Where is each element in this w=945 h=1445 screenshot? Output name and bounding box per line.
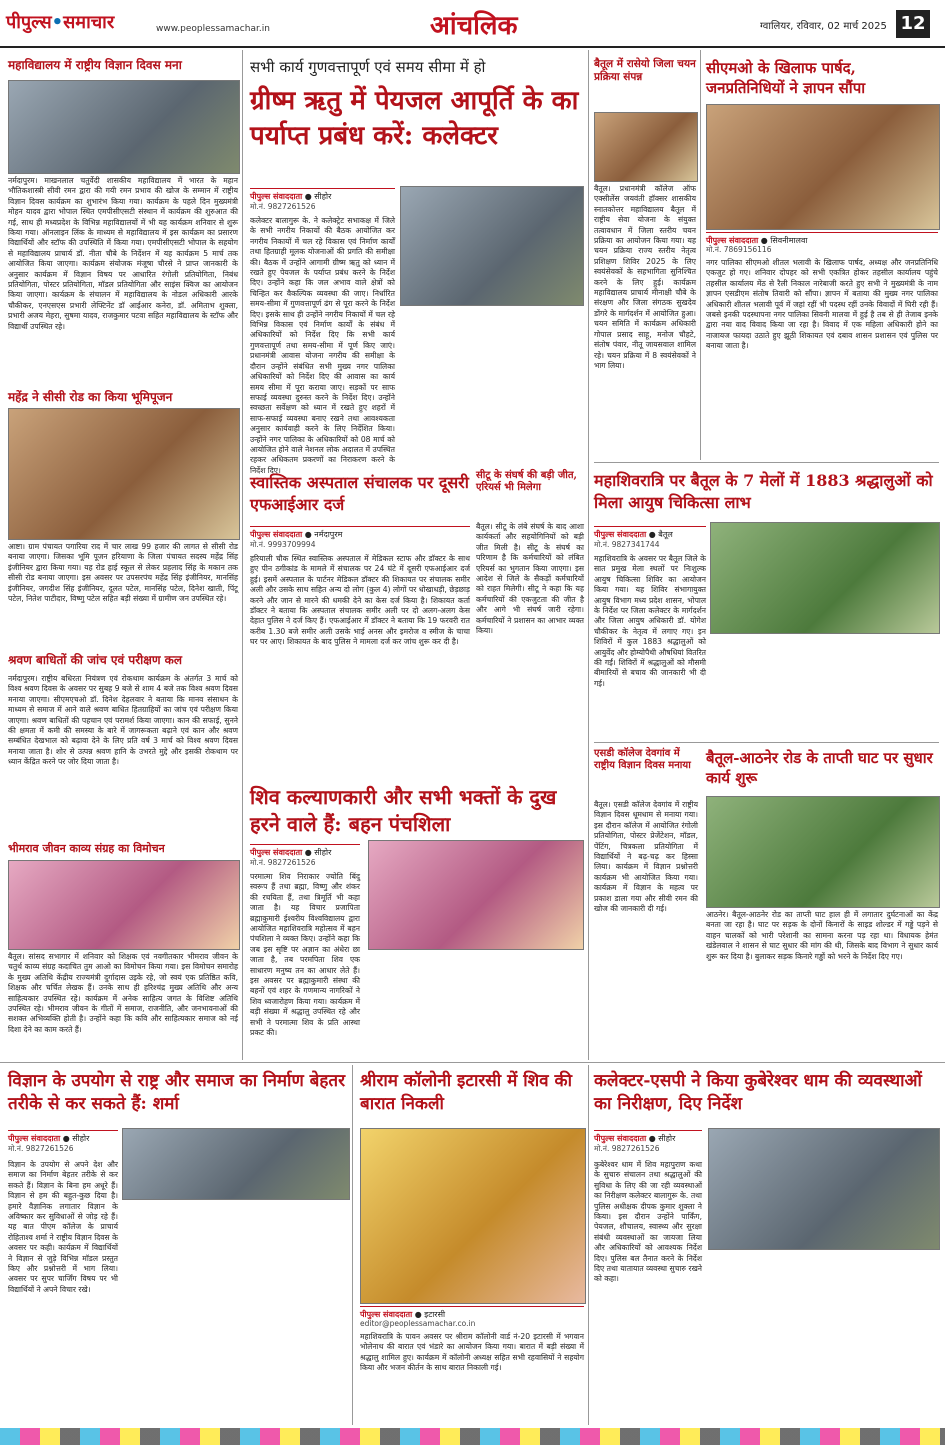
story-headline: एसडी कॉलेज देवगांव में राष्ट्रीय विज्ञान दिवस मनाया <box>594 748 691 771</box>
byline: पीपुल्स संवाददाता ● सीहोर <box>594 1130 702 1144</box>
story-text: महाशिवरात्रि के पावन अवसर पर श्रीराम कॉलोनी वार्ड नं-20 इटारसी में भगवान भोलेनाथ की बारात एवं भंडारे का आयोजन किया गया। बारात में बड़ी संख्या में श्रद्धालु शामिल हुए। कार्यक्रम में कॉलोनी अध्यक्ष सहित सभी रहवासियों ने सहयोग किया और भजन कीर्तन के साथ बारात निकाली गई। <box>360 1332 584 1373</box>
story-text: नगर पालिका सीएमओ शीतल भलावी के खिलाफ पार्षद, अध्यक्ष और जनप्रतिनिधि एकजुट हो गए। शनिवार दोपहर को सभी एकत्रित होकर तहसील कार्यालय पहुंचे तहसील कार्यालय मेंठ से रैली निकाल नारेबाजी करते हुए सभी ने मुख्यमंत्री के नाम ज्ञापन एसडीएम संतोष तिवारी को सौंपा। ज्ञापन में बताया की मुख्य नगर पालिका अधिकारी शीतल भलावी पूर्व में जहां रहीं भी पदस्थ रहीं उनके विवादों में घिरी रही हैं। जबसे इनकी पदस्थापना नगर पालिका सिवनी मालवा में हुई है तब से ही तेजाब इनके द्वारा नया वाद विवाद किया जा रहा है। विवाद में एक महिला अधिकारी होने का नाजायज फायदा उठाते हुए झूठी शिकायत एवं दबाव शासन प्रशासन एवं पुलिस पर बनाया जाता है। <box>706 258 938 351</box>
byline-reporter: पीपुल्स संवाददाता <box>250 530 303 539</box>
dateline: ग्वालियर, रविवार, 02 मार्च 2025 <box>760 21 887 32</box>
story-text: महाशिवरात्रि के अवसर पर बैतूल जिले के सात प्रमुख मेला स्थलों पर निःशुल्क आयुष चिकित्सा शिविर का आयोजन किया गया। यह शिविर संभागायुक्त आयुष विभाग मध्य प्रदेश शासन, भोपाल के निर्देश पर जिला कलेक्टर के मार्गदर्शन और जिला आयुष अधिकारी डॉ. योगेश चौकीकर के नेतृत्व में लगाए गए। इन शिविरों में कुल 1883 श्रद्धालुओं को आयुर्वेद और होम्योपैथी औषधियां वितरित की गईं। शिविरों में श्रद्धालुओं को मौसमी बीमारियों से बचाव की जानकारी भी दी गई। <box>594 554 707 688</box>
story-photo <box>8 860 240 950</box>
column-rule <box>242 50 243 1060</box>
column-rule <box>352 1065 353 1425</box>
byline-reporter: पीपुल्स संवाददाता <box>250 848 303 857</box>
byline-place: सीहोर <box>314 192 332 201</box>
story-photo <box>368 840 584 950</box>
mobile-number: मो.नं. 7869156116 <box>706 245 772 254</box>
byline-place: नर्मदापुरम <box>314 530 343 539</box>
story-photo <box>594 112 698 182</box>
row-rule <box>594 462 939 463</box>
byline-reporter: पीपुल्स संवाददाता <box>594 1134 647 1143</box>
story-text: परमात्मा शिव निराकार ज्योति बिंदु स्वरूप हैं तथा ब्रह्मा, विष्णु और शंकर की रचयिता हैं, तथा त्रिमूर्ति भी कहा जाता है। यह विचार प्रजापिता ब्रह्माकुमारी ईश्वरीय विश्वविद्यालय द्वारा आयोजित महाशिवरात्रि महोत्सव में बहन पंचशिला ने व्यक्त किए। उन्होंने कहा कि जब इस सृष्टि पर अज्ञान का अंधेरा छा जाता है, तब परमपिता शिव एक साधारण मनुष्य तन का आधार लेते हैं। इस अवसर पर ब्रह्माकुमारी संस्था की बहनों एवं शहर के गणमान्य नागरिकों ने शिव ध्वजारोहण किया गया। कार्यक्रम में बड़ी संख्या में श्रद्धालु उपस्थित रहे और सभी ने परमात्मा शिव के प्रति आस्था प्रकट की। <box>250 872 360 1038</box>
byline-place: सीहोर <box>72 1134 90 1143</box>
story-headline: बैतूल-आठनेर रोड के ताप्ती घाट पर सुधार कार्य शुरू <box>706 749 933 788</box>
byline: पीपुल्स संवाददाता ● सीहोर <box>8 1130 118 1144</box>
row-rule <box>0 1062 945 1063</box>
story-headline: श्रीराम कॉलोनी इटारसी में शिव की बारात निकली <box>360 1071 572 1114</box>
byline-place: बैतूल <box>658 530 673 539</box>
mobile-number: मो.नं. 9827261526 <box>250 858 316 867</box>
mobile-number: मो.नं. 9827261526 <box>8 1144 74 1153</box>
brand-right: समाचार <box>63 12 115 33</box>
byline: पीपुल्स संवाददाता ● बैतूल <box>594 526 706 540</box>
mobile-number: मो.नं. 9827341744 <box>594 540 660 549</box>
story-headline: भीमराव जीवन काव्य संग्रह का विमोचन <box>8 842 165 855</box>
row-rule <box>594 742 939 743</box>
brand-left: पीपुल्स <box>6 12 52 33</box>
story-photo <box>706 796 940 908</box>
story-headline: स्वास्तिक अस्पताल संचालक पर दूसरी एफआईआर दर्ज <box>250 473 469 514</box>
story-photo <box>710 522 940 634</box>
story-text: नर्मदापुरम। राष्ट्रीय बधिरता नियंत्रण एवं रोकथाम कार्यक्रम के अंतर्गत 3 मार्च को विश्व श्रवण दिवस के अवसर पर सुबह 9 बजे से शाम 4 बजे तक विश्व श्रवण दिवस मनाया जाएगा। सीएमएचओ डॉ. दिनेश देहलवार ने बताया कि मानव संसाधन के माध्यम से समाज में आने वाले श्रवण बाधित हितग्राहियों का जांच एवं परीक्षण किया जाएगा। श्रवण बाधितों की पहचान एवं परामर्श किया जाएगा। कान की सफाई, सुनने की क्षमता में कमी की समस्या के बारे में जागरूकता बढ़ाने एवं कान और श्रवण सम्बंधित देखभाल को बढ़ावा देने के लिए प्रति वर्ष 3 मार्च को विश्व श्रवण दिवस मनाया जाता है। शोर से उत्पन्न श्रवण हानि के उभरते मुद्दे और इसकी रोकथाम पर ध्यान केंद्रित करने पर जोर दिया जाता है। <box>8 674 238 767</box>
column-rule <box>588 1065 589 1425</box>
story-text: बैतूल। एसडी कॉलेज देवगांव में राष्ट्रीय विज्ञान दिवस धूमधाम से मनाया गया। इस दौरान कॉलेज में आयोजित रंगोली प्रतियोगिता, पोस्टर प्रेजेंटेशन, मॉडल, पेंटिंग, चित्रकला प्रतियोगिता में विद्यार्थियों ने बढ़-चढ़ कर हिस्सा लिया। कार्यक्रम में विज्ञान प्रश्नोत्तरी कार्यक्रम भी आयोजित किया गया। कार्यक्रम में विज्ञान के महत्व पर प्रकाश डाला गया और सीवी रमन की खोज की जानकारी दी गई। <box>594 800 698 914</box>
story-text: हरियाली चौक स्थित स्वास्तिक अस्पताल में मेडिकल स्टाफ और डॉक्टर के साथ हुए पीन ठगीकांड के मामले में संचालक पर 24 घंटे में दूसरी एफआईआर दर्ज हुई। इसमें अस्पताल के पार्टनर मेडिकल डॉक्टर की शिकायत पर संचालक समीर अली और उसके साथ सहित अन्य दो लोग (कुल 4) लोगों पर धोखाधड़ी, छेड़छाड़ करने और जान से मारने की धमकी देने का केस दर्ज किया है। शिकायत कर्ता डॉक्टर ने बताया कि अस्पताल संचालक समीर अली पर दो अलग-अलग केस देहात पुलिस ने दर्ज किए हैं। एफआईआर में डॉक्टर ने बताया कि 19 फरवरी रात करीब 1.30 बजे समीर अली उसके भाई अनस और इमरोज व स्मीज के चाचा घर पर आए। शिकायत के बाद पुलिस ने मामला दर्ज कर जांच शुरू कर दी है। <box>250 554 470 647</box>
story-text: विज्ञान के उपयोग से अपने देश और समाज का निर्माण बेहतर तरीके से कर सकते हैं। विज्ञान के बिना हम अधूरे हैं। विज्ञान से हम की बहुत-कुछ दिया है। हमारे वैज्ञानिक लगातार विज्ञान के अविष्कार कर सुविधाओं से जोड़ रहे हैं। यह बात पीएम कॉलेज के प्राचार्य रोहिताश्व शर्मा ने राष्ट्रीय विज्ञान दिवस के अवसर पर कही। कार्यक्रम में विद्यार्थियों ने विज्ञान से जुड़े विभिन्न मॉडल प्रस्तुत किए और प्रश्नोत्तरी में भाग लिया। अवसर पर सुपर चार्जिंग विषय पर भी विद्यार्थियों ने अपने विचार रखे। <box>8 1160 118 1294</box>
email-address[interactable]: editor@peoplessamachar.co.in <box>360 1319 476 1328</box>
column-rule <box>700 50 701 460</box>
byline: पीपुल्स संवाददाता ● सीहोर <box>250 188 395 202</box>
story-text: कलेक्टर बालागुरू के. ने कलेक्ट्रेट सभाकक्ष में जिले के सभी नगरीय निकायों की बैठक आयोजित कर नगरीय निकायों में चल रहे विकास एवं निर्माण कार्यों तथा हितग्राही मूलक योजनाओं की प्रगति की समीक्षा की। बैठक में उन्होंने आगामी ग्रीष्म ऋतु को ध्यान में रखते हुए पेयजल के पर्याप्त प्रबंध करने के निर्देश दिए। उन्होंने कहा कि जल अभाव वाले क्षेत्रों को चिन्हित कर वैकल्पिक व्यवस्था की जाए। निर्धारित समय-सीमा में गुणवत्तापूर्ण ढंग से पूरा करने के निर्देश दिए। इसके साथ ही उन्होंने नगरीय निकायों में चल रहे विभिन्न विकास एवं निर्माण कार्यों के संबंध में अधिकारियों को निर्देश दिए कि सभी कार्य गुणवत्तापूर्ण तथा समय-सीमा में पूर्ण किए जाएं। प्रधानमंत्री आवास योजना नगरीय की समीक्षा के दौरान उन्होंने संबंधित सभी मुख्य नगर पालिका अधिकारियों को निर्देश दिए की आवास का कार्य समय सीमा में पूरा कराया जाए। सड़कों पर साफ सफाई व्यवस्था दुरुस्त करने के निर्देश दिए। उन्होंने स्वच्छता सर्वेक्षण को ध्यान में रखते हुए शहरों में साफ-सफाई व्यवस्था बनाए रखने तथा आवश्यकता अनुसार कार्यवाही करने के लिए निर्देशित किया। उन्होंने नगर पालिका के अधिकारियों को 08 मार्च को आयोजित होने वाले नेशनल लोक अदालत में उपस्थित रहकर अधिकतम प्रकरणों का निराकरण करने के निर्देश दिए। <box>250 216 395 475</box>
story-text: बैतूल। प्रधानमंत्री कॉलेज ऑफ एक्सीलेंस जयवंती हॉक्सर शासकीय स्नातकोत्तर महाविद्यालय बैतूल में राष्ट्रीय सेवा योजना के संयुक्त तत्वावधान में जिला स्तरीय चयन प्रक्रिया का आयोजन किया गया। यह चयन प्रक्रिया राज्य स्तरीय नेतृत्व प्रशिक्षण शिविर 2025 के लिए स्वयंसेवकों के सहभागिता सुनिश्चित करने के लिए हुई। कार्यक्रम महाविद्यालय प्राचार्य मीनाक्षी चौबे के संरक्षण और जिला संगठक सुखदेव डोंगरे के मार्गदर्शन में आयोजित हुआ। चयन समिति में कार्यक्रम अधिकारी गोपाल प्रसाद साहू, मनोज चौहटे, संतोष पंवार, नीतू जायसवाल शामिल रहे। चयन प्रक्रिया में 8 स्वयंसेवकों ने भाग लिया। <box>594 184 696 370</box>
story-photo <box>706 104 940 230</box>
story-headline: सीएमओ के खिलाफ पार्षद, जनप्रतिनिधियों ने ज्ञापन सौंपा <box>706 59 866 98</box>
story-headline: महाशिवरात्रि पर बैतूल के 7 मेलों में 1883 श्रद्धालुओं को मिला आयुष चिकित्सा लाभ <box>594 471 933 512</box>
byline-place: इटारसी <box>424 1310 446 1319</box>
story-headline: विज्ञान के उपयोग से राष्ट्र और समाज का निर्माण बेहतर तरीके से कर सकते हैं: शर्मा <box>8 1071 346 1114</box>
brand-logo: पीपुल्स•समाचार <box>6 12 115 33</box>
story-photo <box>708 1128 940 1250</box>
byline-place: सीहोर <box>658 1134 676 1143</box>
story-headline: कलेक्टर-एसपी ने किया कुबेरेश्वर धाम की व्यवस्थाओं का निरीक्षण, दिए निर्देश <box>594 1071 922 1114</box>
story-text-continued <box>122 1202 348 1422</box>
story-text: आष्टा। ग्राम पंचायत पगारिया राद में चार लाख 99 हजार की लागत से सीसी रोड बनाया जाएगा। जिसका भूमि पूजन हरियाणा के जिला पंचायत सदस्य महेंद्र सिंह इंजीनियर द्वारा किया गया। यह रोड हाई स्कूल से लेकर प्रहलाद सिंह के मकान तक सीसी रोड बनाया जाएगा। इस अवसर पर उपसरपंच महेंद्र सिंह इंजीनियर, मानसिंह इंजीनियर, जगदीश सिंह इंजीनियर, दूलत पटेल, मानसिंह पटेल, दिनेश खाती, पिंटू पटेल, नितेश पाटीदार, विष्णु पटेल सहित बड़ी संख्या में ग्रामीण जन उपस्थित रहे। <box>8 542 238 604</box>
byline: पीपुल्स संवाददाता ● इटारसी <box>360 1306 584 1320</box>
story-photo <box>122 1128 350 1200</box>
story-headline: श्रवण बाधितों की जांच एवं परीक्षण कल <box>8 653 183 667</box>
page-number: 12 <box>896 10 930 38</box>
byline-place: सीहोर <box>314 848 332 857</box>
mobile-number: मो.नं. 9827261526 <box>594 1144 660 1153</box>
story-photo <box>8 408 240 540</box>
mobile-number: मो.नं. 9827261526 <box>250 202 316 211</box>
section-title: आंचलिक <box>430 11 518 41</box>
story-photo <box>8 80 240 174</box>
mobile-number: मो.नं. 9993709994 <box>250 540 316 549</box>
story-headline: महेंद्र ने सीसी रोड का किया भूमिपूजन <box>8 390 173 404</box>
website[interactable]: www.peoplessamachar.in <box>156 24 270 34</box>
byline-reporter: पीपुल्स संवाददाता <box>706 236 759 245</box>
print-color-bar <box>0 1428 945 1445</box>
byline-place: सिवनीमालवा <box>770 236 808 245</box>
story-text: बैतूल। सांसद सभागार में शनिवार को शिक्षक एवं नवगीतकार भीमराव जीवन के चतुर्थ काव्य संग्रह कदाचित तुम आओ का विमोचन किया गया। इस विमोचन समारोह के मुख्य अतिथि केंद्रीय राज्यमंत्री दुर्गादास उइके रहे, जो स्वयं एक प्रतिष्ठित कवि, शिक्षक और चर्चित लेखक हैं। उनके साथ ही हरिश्चंद्र मुख्य अतिथि और अन्य साहित्यकार उपस्थित रहे। कार्यक्रम में अनेक साहित्य जगत के विशिष्ट अतिथि उपस्थित रहे। भीमराव जीवन के गीतों में समाज, राजनीति, और जनभावनाओं की सशक्त अभिव्यक्ति होती है। उन्होंने कहा कि कवि और साहित्यकार समाज को नई दिशा देने का काम करते हैं। <box>8 952 238 1034</box>
column-rule <box>588 50 589 1060</box>
byline: पीपुल्स संवाददाता ● नर्मदापुरम <box>250 526 470 540</box>
story-photo <box>360 1128 586 1304</box>
story-text: आठनेर। बैतूल-आठनेर रोड का ताप्ती घाट हाल ही में लगातार दुर्घटनाओं का केंद्र बनता जा रहा है। घाट पर सड़क के दोनों किनारों के साइड शोल्डर में गड्ढे पड़ने से वाहन चालकों को भारी परेशानी का सामना करना पड़ रहा था। विधायक हेमंत खंडेलवाल ने शासन से घाट सुधार की मांग की थी, जिसके बाद विभाग ने सुधार कार्य शुरू कर दिया है। बुलाकर सड़क किनारे गड्ढों को भरने के निर्देश दिए गए। <box>706 910 938 961</box>
story-text: नर्मदापुरम। माखनलाल चतुर्वेदी शासकीय महाविद्यालय में भारत के महान भौतिकशास्त्री सीवी रमन द्वारा की गयी रमन प्रभाव की खोज के सम्मान में राष्ट्रीय विज्ञान दिवस कार्यक्रम का शुभारंभ किया गया। कार्यक्रम के पहले दिन मुख्यमंत्री मोहन यादव द्वारा भोपाल स्थित एमपीसीएसटी संस्थान में कार्यक्रम की शुरुआत की गई, साथ ही मध्यप्रदेश के विभिन्न महाविद्यालयों में भी यह कार्यक्रम शनिवार से शुरू किया गया। ऑनलाइन लिंक के माध्यम से महाविद्यालय में इस कार्यक्रम का प्रसारण विद्यार्थियों और स्टॉफ की उपस्थिति में किया गया। एमपीसीएसटी भोपाल के सहयोग से महाविद्यालय प्राचार्य डॉ. नीता चौबे के निर्देशन में यह कार्यक्रम 5 मार्च तक आयोजित किया जाएगा। कार्यक्रम संयोजक मंजूषा चौरसे ने प्राप्त जानकारी के अनुसार कार्यक्रम में विज्ञान विषय पर आधारित रंगोली प्रतियोगिता, निबंध प्रतियोगिता, पोस्टर प्रतियोगिता, मॉडल प्रतियोगिता और साइंस क्विज का आयोजन किया जाएगा। कार्यक्रम के संचालन में महाविद्यालय के नोडल अधिकारी आरके चौकीकर, एनएसएस प्रभारी लेफ्टिनेंट डॉ आईआर कनेरा, डॉ. अमिताभ शुक्ला, प्रभारी अजय मेहरा, सुषमा यादव, राजकुमार पटवा सहित महाविद्यालय के स्टॉफ और विद्यार्थी उपस्थित रहे। <box>8 176 238 331</box>
story-headline: महाविद्यालय में राष्ट्रीय विज्ञान दिवस मना <box>8 58 182 72</box>
byline: पीपुल्स संवाददाता ● सिवनीमालवा <box>706 232 938 246</box>
story-text: कुबेरेश्वर धाम में शिव महापुराण कथा के सुचारु संचालन तथा श्रद्धालुओं की सुविधा के लिए की जा रही व्यवस्थाओं का निरीक्षण कलेक्टर बालागुरू के. तथा पुलिस अधीक्षक दीपक कुमार शुक्ला ने किया। इस दौरान उन्होंने पार्किंग, पेयजल, शौचालय, स्वास्थ्य और सुरक्षा संबंधी व्यवस्थाओं का जायजा लिया और अधिकारियों को आवश्यक निर्देश दिए। पुलिस बल तैनात करने के निर्देश दिए तथा यातायात व्यवस्था सुचारु रखने को कहा। <box>594 1160 702 1284</box>
lead-headline: ग्रीष्म ऋतु में पेयजल आपूर्ति के का पर्याप्त प्रबंध करें: कलेक्टर <box>250 86 579 152</box>
byline-reporter: पीपुल्स संवाददाता <box>250 192 303 201</box>
byline-reporter: पीपुल्स संवाददाता <box>594 530 647 539</box>
story-headline: बैतूल में रासेयो जिला चयन प्रक्रिया संपन्न <box>594 58 696 83</box>
story-headline: शिव कल्याणकारी और सभी भक्तों के दुख हरने वाले हैं: बहन पंचशिला <box>250 785 557 836</box>
byline-reporter: पीपुल्स संवाददाता <box>8 1134 61 1143</box>
byline-reporter: पीपुल्स संवाददाता <box>360 1310 413 1319</box>
byline: पीपुल्स संवाददाता ● सीहोर <box>250 844 360 858</box>
story-text: बैतूल। सीटू के लंबे संघर्ष के बाद आशा कार्यकर्ता और सहयोगिनियों को बड़ी जीत मिली है। सीटू के संघर्ष का परिणाम है कि कर्मचारियों को लंबित एरियर्स का भुगतान किया जाएगा। इस आदेश से जिले के सैकड़ों कर्मचारियों को राहत मिलेगी। सीटू ने कहा कि यह कर्मचारियों की एकजुटता की जीत है और आगे भी संघर्ष जारी रहेगा। कर्मचारियों ने प्रशासन का आभार व्यक्त किया। <box>476 522 584 636</box>
story-headline: सीटू के संघर्ष की बड़ी जीत, एरियर्स भी मिलेगा <box>476 470 578 493</box>
story-kicker: सभी कार्य गुणवत्तापूर्ण एवं समय सीमा में हो <box>250 58 486 76</box>
story-photo <box>400 186 584 306</box>
